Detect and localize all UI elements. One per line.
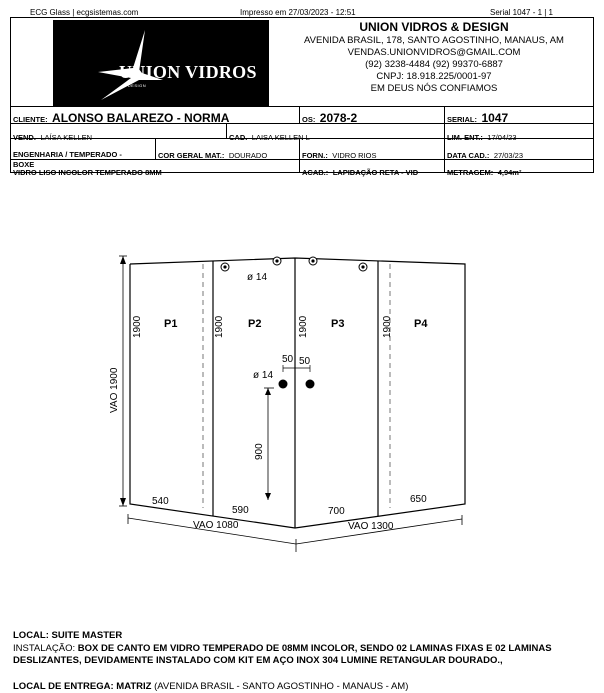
cell-vend: VEND. LAÍSA KELLEN — [11, 124, 227, 138]
handle-height-dim: 900 — [254, 443, 265, 460]
roller-holes — [221, 257, 367, 271]
row-client — [10, 107, 594, 124]
glass-outline — [130, 258, 465, 528]
serial-number: 1047 — [481, 111, 509, 125]
vao-left-dim: VAO 1080 — [193, 520, 239, 531]
footer-installation — [13, 643, 593, 666]
width-p2: 590 — [232, 505, 249, 516]
cell-finish: ACAB.: LAPIDAÇÃO RETA - VID — [300, 160, 445, 172]
height-p3: 1900 — [298, 315, 309, 338]
logo-text: UNION VIDROS — [119, 62, 257, 82]
system-label: ECG Glass | ecgsistemas.com — [30, 8, 139, 17]
area-value: 4,94m² — [497, 168, 522, 177]
print-date: Impresso em 27/03/2023 - 12:51 — [240, 8, 356, 17]
cell-os: OS: 2078-2 — [300, 107, 445, 123]
register-date: 27/03/23 — [493, 151, 524, 160]
cell-cad: CAD. LAISA KELLEN L — [227, 124, 445, 138]
installation-text: BOX DE CANTO EM VIDRO TEMPERADO DE 08MM INCOLOR, SENDO 02 LAMINAS FIXAS E 02 LAMINAS DESLIZANTES, DEVIDAMENTE INSTALADO COM KIT EM AÇO INOX 304 LUMINE RETANGULAR DOURADO., — [13, 643, 552, 666]
panel-p3: P3 — [331, 318, 345, 330]
local-value: SUITE MASTER — [51, 630, 123, 641]
cell-glass — [11, 160, 300, 177]
company-email: VENDAS.UNIONVIDROS@GMAIL.COM — [347, 47, 521, 58]
footer-local: LOCAL: SUITE MASTER — [13, 630, 123, 641]
os-number: 2078-2 — [319, 111, 358, 125]
delivery-address: (AVENIDA BRASIL - SANTO AGOSTINHO - MANAUS - AM) — [154, 681, 409, 692]
glass-type: VIDRO LISO INCOLOR TEMPERADO 8MM — [13, 168, 162, 177]
company-motto: EM DEUS NÓS CONFIAMOS — [370, 83, 498, 94]
width-p4: 650 — [410, 494, 427, 505]
supplier-name: VIDRO RIOS — [332, 151, 377, 160]
seller-name: LAÍSA KELLEN — [40, 133, 93, 142]
vao-right-dim: VAO 1300 — [348, 521, 394, 532]
width-p3: 700 — [328, 506, 345, 517]
cell-serial: SERIAL: 1047 — [447, 111, 509, 125]
cad-name: LAISA KELLEN L — [251, 133, 310, 142]
cell-lim: LIM. ENT.: 17/04/23 — [447, 133, 517, 142]
row-seller — [10, 124, 594, 142]
installation-label: INSTALAÇÃO: — [13, 643, 76, 654]
gap-right-dim: 50 — [299, 356, 311, 367]
cell-supplier: FORN.: VIDRO RIOS — [300, 139, 445, 159]
width-p1: 540 — [152, 496, 169, 507]
panel-p4: P4 — [414, 318, 428, 330]
cell-eng — [11, 139, 156, 169]
handle-right — [306, 380, 315, 389]
company-header — [10, 17, 594, 107]
company-info — [273, 18, 595, 95]
footer-delivery: LOCAL DE ENTREGA: MATRIZ (AVENIDA BRASIL - SANTO AGOSTINHO - MANAUS - AM) — [13, 681, 409, 692]
height-p4: 1900 — [382, 315, 393, 338]
finish-type: LAPIDAÇÃO RETA - VID — [332, 168, 419, 177]
company-phones: (92) 3238-4484 (92) 99370-6887 — [365, 59, 503, 70]
limit-date: 17/04/23 — [487, 133, 517, 142]
shower-drawing — [100, 238, 480, 560]
delivery-place: MATRIZ — [116, 681, 152, 692]
company-address: AVENIDA BRASIL, 178, SANTO AGOSTINHO, MANAUS, AM — [304, 35, 564, 46]
panel-p2: P2 — [248, 318, 262, 330]
height-p1: 1900 — [132, 315, 143, 338]
company-logo — [53, 20, 269, 106]
row-engineering — [10, 139, 594, 169]
vao-height-dim: VAO 1900 — [109, 367, 120, 413]
company-cnpj: CNPJ: 18.918.225/0001-97 — [376, 71, 492, 82]
cell-area: METRAGEM: 4,94m² — [447, 168, 522, 177]
material-color: DOURADO — [228, 151, 268, 160]
company-name: UNION VIDROS & DESIGN — [359, 20, 509, 34]
handle-left — [279, 380, 288, 389]
hole-top-label: ø 14 — [247, 272, 268, 283]
cell-color: COR GERAL MAT.: DOURADO — [156, 139, 300, 159]
cell-client: CLIENTE: ALONSO BALAREZO - NORMA — [11, 107, 300, 123]
cell-date: DATA CAD.: 27/03/23 — [447, 151, 524, 160]
gap-left-dim: 50 — [282, 354, 294, 365]
serial-page: Serial 1047 - 1 | 1 — [490, 8, 554, 17]
hole-mid-label: ø 14 — [253, 370, 274, 381]
height-p2: 1900 — [214, 315, 225, 338]
engineering-label: ENGENHARIA / TEMPERADO - BOXE — [13, 149, 122, 169]
panel-p1: P1 — [164, 318, 178, 330]
row-glass — [10, 160, 594, 177]
client-name: ALONSO BALAREZO - NORMA — [52, 111, 230, 125]
logo-subtext: & DESIGN — [123, 83, 147, 88]
